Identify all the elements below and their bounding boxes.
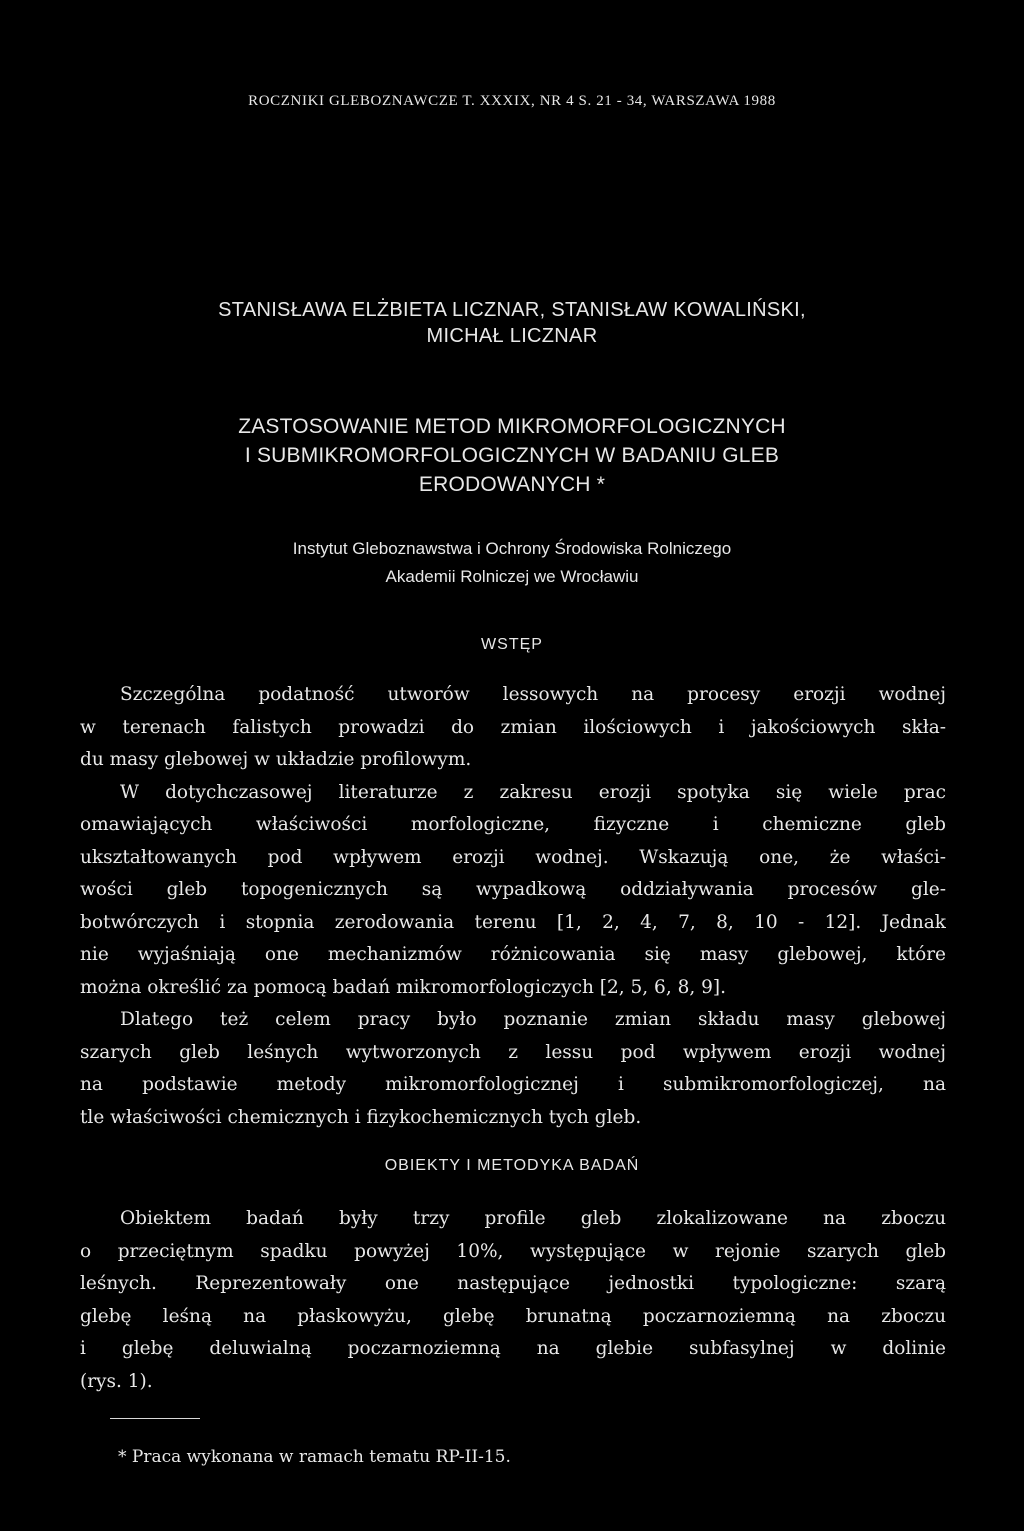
- authors: [0, 297, 1024, 349]
- text-line: wości gleb topogenicznych są wypadkową oddziaływania procesów gle-: [80, 879, 946, 900]
- text-line: leśnych. Reprezentowały one następujące jednostki typologiczne: szarą: [80, 1273, 946, 1294]
- article-title: [0, 412, 1024, 499]
- section-wstep-body: [80, 679, 946, 1134]
- text-line: można określić za pomocą badań mikromorfologiczych [2, 5, 6, 8, 9].: [80, 976, 726, 998]
- text-line: Szczególna podatność utworów lessowych na procesy erozji wodnej: [120, 684, 946, 705]
- text-line: na podstawie metody mikromorfologicznej i submikromorfologiczej, na: [80, 1074, 946, 1095]
- text-line: Obiektem badań były trzy profile gleb zlokalizowane na zboczu: [120, 1208, 946, 1229]
- text-line: tle właściwości chemicznych i fizykochemicznych tych gleb.: [80, 1106, 642, 1128]
- authors-line: STANISŁAWA ELŻBIETA LICZNAR, STANISŁAW KOWALIŃSKI,: [218, 299, 806, 321]
- text-line: omawiających właściwości morfologiczne, fizyczne i chemiczne gleb: [80, 814, 946, 835]
- text-line: glebę leśną na płaskowyżu, glebę brunatną poczarnoziemną na zboczu: [80, 1305, 946, 1327]
- text-line: botwórczych i stopnia zerodowania terenu [1, 2, 4, 7, 8, 10 - 12]. Jednak: [80, 911, 946, 933]
- footnote-divider: [110, 1418, 200, 1419]
- text-line: ukształtowanych pod wpływem erozji wodnej. Wskazują one, że właści-: [80, 846, 946, 868]
- affiliation-line: Akademii Rolniczej we Wrocławiu: [385, 567, 639, 586]
- text-line: o przeciętnym spadku powyżej 10%, występujące w rejonie szarych gleb: [80, 1240, 946, 1262]
- section-heading-obiekty: OBIEKTY I METODYKA BADAŃ: [384, 1157, 640, 1174]
- section-heading-wstep: WSTĘP: [481, 636, 543, 653]
- title-line: I SUBMIKROMORFOLOGICZNYCH W BADANIU GLEB: [244, 444, 780, 467]
- authors-line: MICHAŁ LICZNAR: [426, 325, 598, 347]
- running-head: ROCZNIKI GLEBOZNAWCZE T. XXXIX, NR 4 S. 21 - 34, WARSZAWA 1988: [248, 93, 776, 109]
- text-line: Dlatego też celem pracy było poznanie zmian składu masy glebowej: [120, 1009, 946, 1030]
- text-line: w terenach falistych prowadzi do zmian ilościowych i jakościowych skła-: [80, 716, 946, 738]
- affiliation: [0, 535, 1024, 591]
- text-line: du masy glebowej w układzie profilowym.: [80, 749, 472, 770]
- text-line: W dotychczasowej literaturze z zakresu erozji spotyka się wiele prac: [120, 781, 946, 803]
- title-line: ERODOWANYCH *: [418, 473, 606, 496]
- footnote: * Praca wykonana w ramach tematu RP-II-15.: [118, 1447, 511, 1467]
- text-line: nie wyjaśniają one mechanizmów różnicowania się masy glebowej, które: [80, 944, 946, 965]
- affiliation-line: Instytut Gleboznawstwa i Ochrony Środowiska Rolniczego: [292, 539, 732, 558]
- text-line: szarych gleb leśnych wytworzonych z lessu pod wpływem erozji wodnej: [80, 1041, 946, 1063]
- text-line: (rys. 1).: [80, 1370, 153, 1392]
- text-line: i glebę deluwialną poczarnoziemną na glebie subfasylnej w dolinie: [80, 1338, 946, 1359]
- section-obiekty-body: [80, 1203, 946, 1398]
- title-line: ZASTOSOWANIE METOD MIKROMORFOLOGICZNYCH: [238, 415, 786, 438]
